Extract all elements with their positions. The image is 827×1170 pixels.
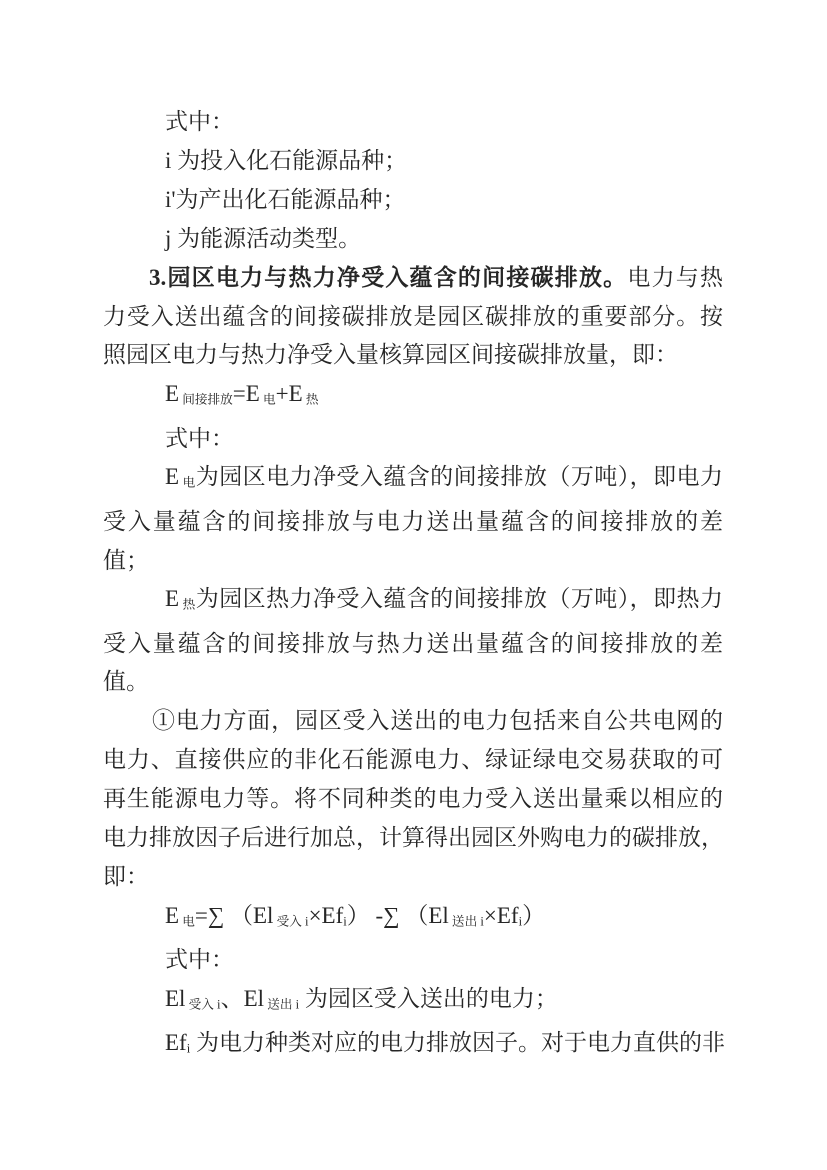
text-run: ×Ef (483, 902, 519, 928)
variable-definition-line (103, 580, 723, 624)
section-heading-line (103, 259, 723, 298)
text-run: El (165, 986, 186, 1011)
subscript-text: 受入 i (185, 997, 221, 1012)
text-run: i'为产出化石能源品种； (165, 186, 406, 212)
subscript-text: i (518, 914, 523, 929)
variable-definition-line (103, 181, 723, 220)
bold-heading-text: 3.园区电力与热力净受入蕴含的间接碳排放。 (149, 264, 628, 290)
variable-definition-line (103, 458, 723, 502)
text-run: 照园区电力与热力净受入量核算园区间接碳排放量，即： (103, 342, 678, 368)
formula-label-line (103, 420, 723, 459)
text-run: =E (232, 381, 260, 407)
variable-definition-line (103, 142, 723, 181)
text-run: 为园区热力净受入蕴含的间接排放（万吨），即热力 (195, 586, 723, 612)
text-run: 式中： (165, 109, 234, 134)
text-run: 值。 (103, 669, 149, 695)
text-run: i 为投入化石能源品种； (165, 147, 408, 173)
subscript-text: 热 (179, 597, 196, 612)
text-run: E (165, 902, 180, 928)
text-line (103, 503, 723, 542)
text-run: 即： (103, 864, 149, 890)
subscript-text: i (343, 914, 347, 929)
text-run: 为园区受入送出的电力； (299, 986, 558, 1011)
document-text (103, 103, 723, 1068)
formula-line (103, 897, 723, 941)
variable-definition-line (103, 1024, 723, 1068)
text-line (103, 858, 723, 897)
text-run: ×Ef (308, 902, 344, 928)
subscript-text: 受入 i (273, 914, 309, 929)
formula-label-line (103, 103, 723, 142)
text-run: ①电力方面，园区受入送出的电力包括来自公共电网的 (152, 708, 723, 734)
text-line (103, 819, 723, 858)
text-line (103, 741, 723, 780)
variable-definition-line (103, 980, 723, 1024)
text-run: 电力与热 (627, 264, 724, 290)
text-run: 为电力种类对应的电力排放因子。对于电力直供的非 (190, 1030, 725, 1056)
circled-item-line (103, 702, 723, 741)
subscript-text: 间接排放 (179, 392, 233, 407)
text-run: 、El (220, 986, 265, 1011)
text-run: 受入量蕴含的间接排放与电力送出量蕴含的间接排放的差 (103, 508, 723, 534)
subscript-text: 送出 i (448, 914, 484, 929)
text-run: 再生能源电力等。将不同种类的电力受入送出量乘以相应的 (103, 786, 723, 812)
text-run: ） -∑ （El (346, 902, 449, 928)
text-run: 电力、直接供应的非化石能源电力、绿证绿电交易获取的可 (103, 747, 723, 773)
variable-definition-line (103, 220, 723, 259)
text-run: 受入量蕴含的间接排放与热力送出量蕴含的间接排放的差 (103, 630, 723, 656)
text-run: 力受入送出蕴含的间接碳排放是园区碳排放的重要部分。按 (103, 303, 723, 329)
subscript-text: 电 (179, 914, 195, 929)
subscript-text: 电 (259, 392, 276, 407)
text-run: +E (275, 381, 303, 407)
subscript-text: i (186, 1041, 191, 1056)
subscript-text: 电 (179, 475, 196, 490)
text-line (103, 542, 723, 581)
text-run: 为园区电力净受入蕴含的间接排放（万吨），即电力 (195, 464, 723, 490)
text-line (103, 298, 723, 337)
text-run: E (165, 464, 180, 490)
text-line (103, 663, 723, 702)
text-run: =∑ （El (194, 902, 274, 928)
text-run: 式中： (165, 425, 234, 451)
text-line (103, 625, 723, 664)
text-run: 值； (103, 547, 149, 573)
text-run: ） (522, 902, 546, 928)
text-line (103, 336, 723, 375)
text-run: 式中： (165, 947, 234, 973)
subscript-text: 热 (302, 392, 319, 407)
text-run: j 为能源活动类型。 (165, 225, 362, 251)
subscript-text: 送出 i (264, 997, 300, 1012)
formula-label-line (103, 941, 723, 980)
text-line (103, 780, 723, 819)
text-run: E (165, 381, 180, 407)
text-run: E (165, 586, 180, 612)
text-run: Ef (165, 1030, 187, 1056)
text-run: 电力排放因子后进行加总，计算得出园区外购电力的碳排放， (103, 825, 724, 851)
formula-line (103, 375, 723, 419)
